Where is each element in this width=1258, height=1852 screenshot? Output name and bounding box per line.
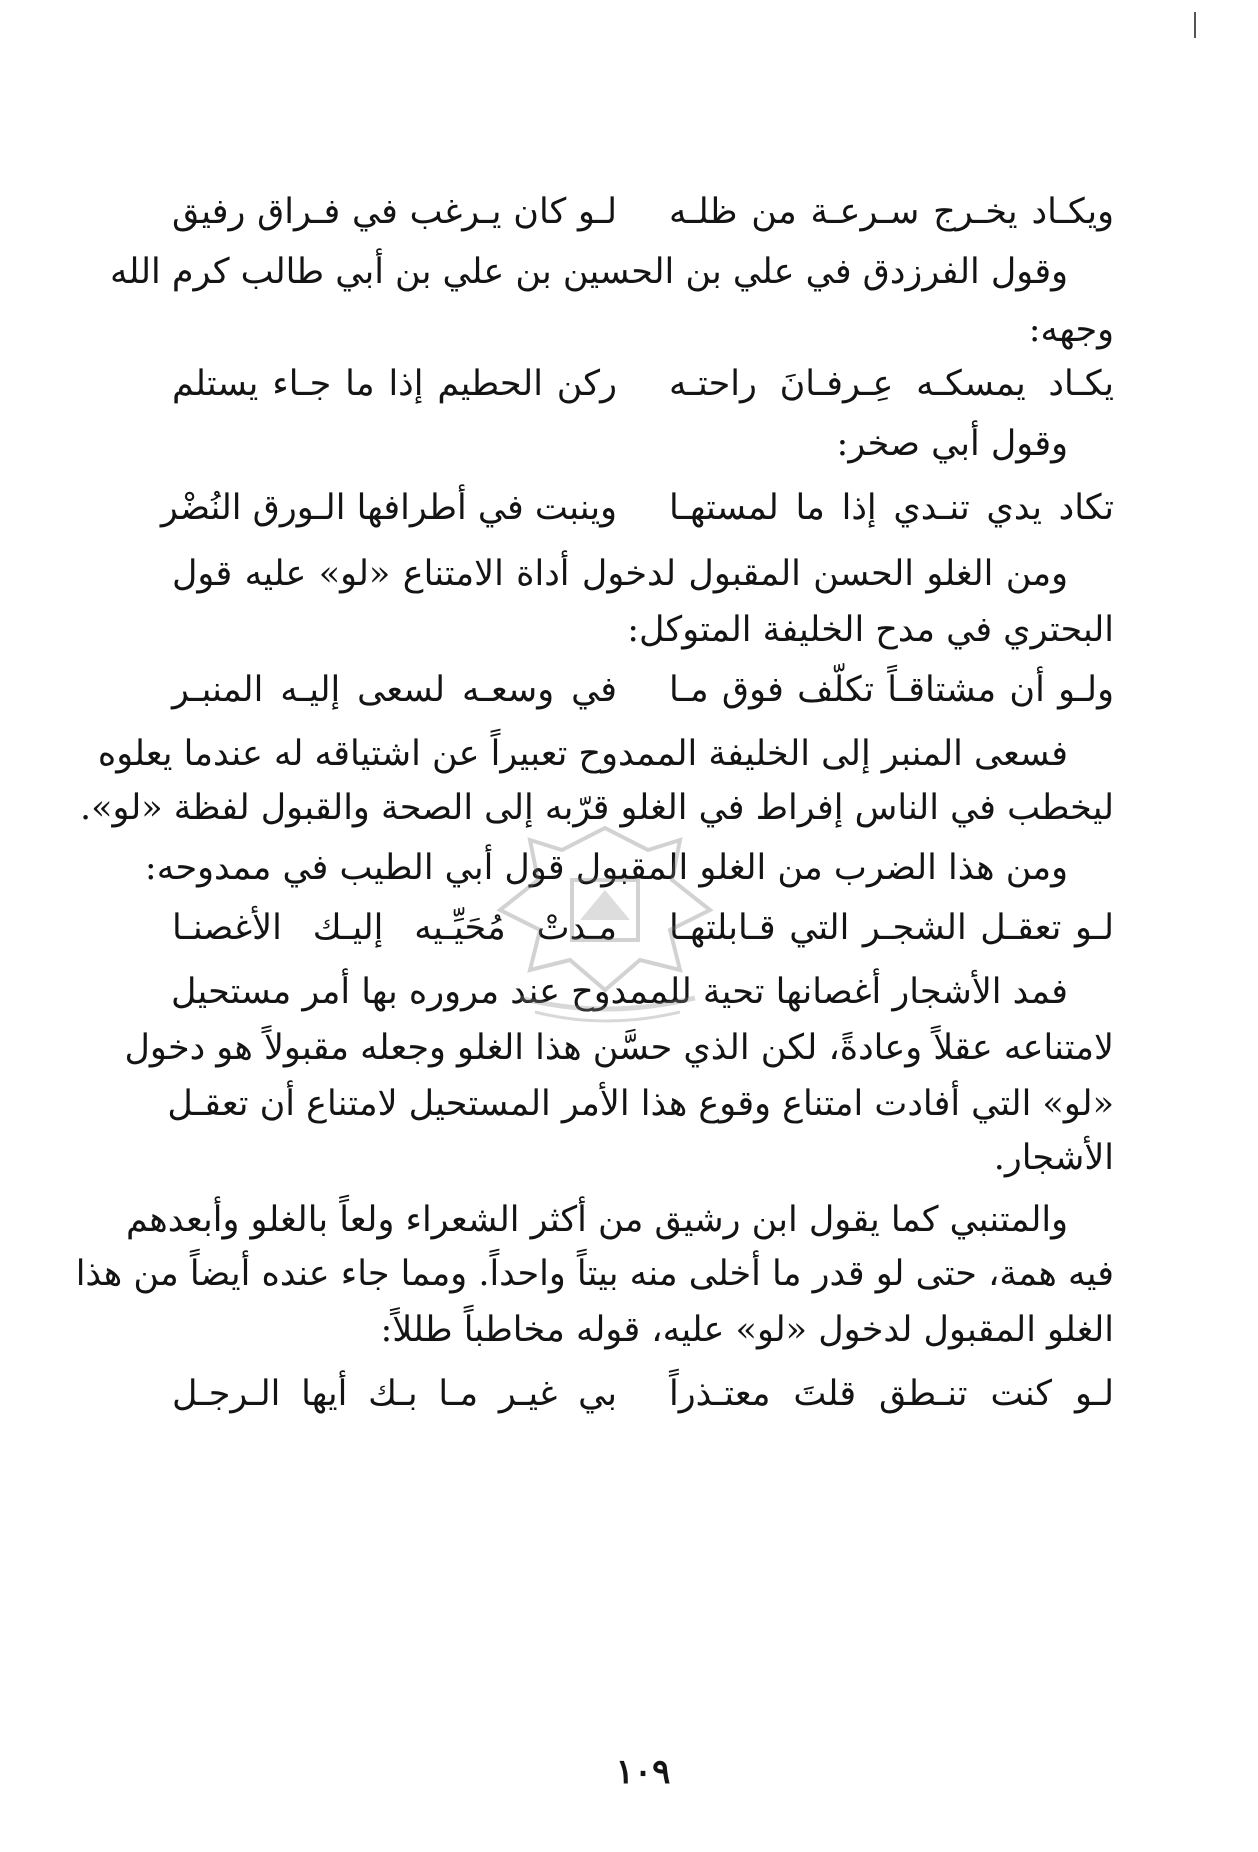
paragraph-line: ومن الغلو الحسن المقبول لدخول أداة الامتناع «لو» عليه قول: [172, 554, 1068, 594]
paragraph-line: فسعى المنبر إلى الخليفة الممدوح تعبيراً عن اشتياقه له عندما يعلوه: [97, 734, 1068, 774]
paragraph-line: ليخطب في الناس إفراط في الغلو قرّبه إلى الصحة والقبول لفظة «لو».: [79, 788, 1114, 828]
paragraph-line: وقول أبي صخر:: [836, 424, 1068, 464]
scan-mark: [1194, 12, 1196, 38]
paragraph-line: فمد الأشجار أغصانها تحية للممدوح عند مروره بها أمر مستحيل: [171, 972, 1068, 1012]
verse-1-first-hemistich: ويكـاد يخـرج سـرعـة من ظلـه: [669, 192, 1114, 232]
page-number: ١٠٩: [615, 1752, 671, 1792]
verse-6: [172, 1370, 1114, 1418]
paragraph-line: الأشجار.: [993, 1138, 1114, 1178]
verse-2: [172, 360, 1114, 408]
library-seal-watermark: [480, 820, 730, 1030]
paragraph-line: وقول الفرزدق في علي بن الحسين بن علي بن أبي طالب كرم الله: [109, 252, 1068, 292]
paragraph-line: فيه همة، حتى لو قدر ما أخلى منه بيتاً واحداً. ومما جاء عنده أيضاً من هذا: [75, 1254, 1114, 1294]
verse-3-first-hemistich: تكاد يدي تنـدي إذا ما لمستهـا: [669, 488, 1114, 528]
paragraph-line: الغلو المقبول لدخول «لو» عليه، قوله مخاطباً طللاً:: [380, 1310, 1114, 1350]
paragraph-line: وجهه:: [1028, 310, 1114, 350]
verse-6-second-hemistich: بي غيـر مـا بـك أيها الـرجـل: [172, 1374, 617, 1414]
paragraph-line: «لو» التي أفادت امتناع وقوع هذا الأمر المستحيل لامتناع أن تعقـل: [167, 1084, 1114, 1124]
paragraph-line: البحتري في مدح الخليفة المتوكل:: [627, 610, 1114, 650]
verse-1: [172, 188, 1114, 236]
verse-3-second-hemistich: وينبت في أطرافها الـورق النُضْر: [160, 488, 617, 528]
verse-1-second-hemistich: لـو كان يـرغب في فـراق رفيق: [172, 192, 617, 232]
verse-2-first-hemistich: يكـاد يمسكـه عِـرفـانَ راحتـه: [669, 364, 1114, 404]
paragraph-line: ومن هذا الضرب من الغلو المقبول قول أبي الطيب في ممدوحه:: [144, 848, 1068, 888]
verse-6-first-hemistich: لـو كنت تنـطق قلتَ معتـذراً: [669, 1374, 1114, 1414]
verse-5-first-hemistich: لـو تعقـل الشجـر التي قـابلتهـا: [669, 908, 1114, 948]
verse-5-second-hemistich: مـدتْ مُحَيِّـيه إليـك الأغصنـا: [172, 908, 617, 948]
paragraph-line: لامتناعه عقلاً وعادةً، لكن الذي حسَّن هذا الغلو وجعله مقبولاً هو دخول: [124, 1028, 1114, 1068]
verse-3: [160, 484, 1114, 532]
verse-4: [172, 666, 1114, 714]
paragraph-line: والمتنبي كما يقول ابن رشيق من أكثر الشعراء ولعاً بالغلو وأبعدهم: [126, 1200, 1068, 1240]
verse-2-second-hemistich: ركن الحطيم إذا ما جـاء يستلم: [172, 364, 617, 404]
verse-4-first-hemistich: ولـو أن مشتاقـاً تكلّف فوق مـا: [669, 670, 1114, 710]
verse-4-second-hemistich: في وسعـه لسعى إليـه المنبـر: [172, 670, 617, 710]
